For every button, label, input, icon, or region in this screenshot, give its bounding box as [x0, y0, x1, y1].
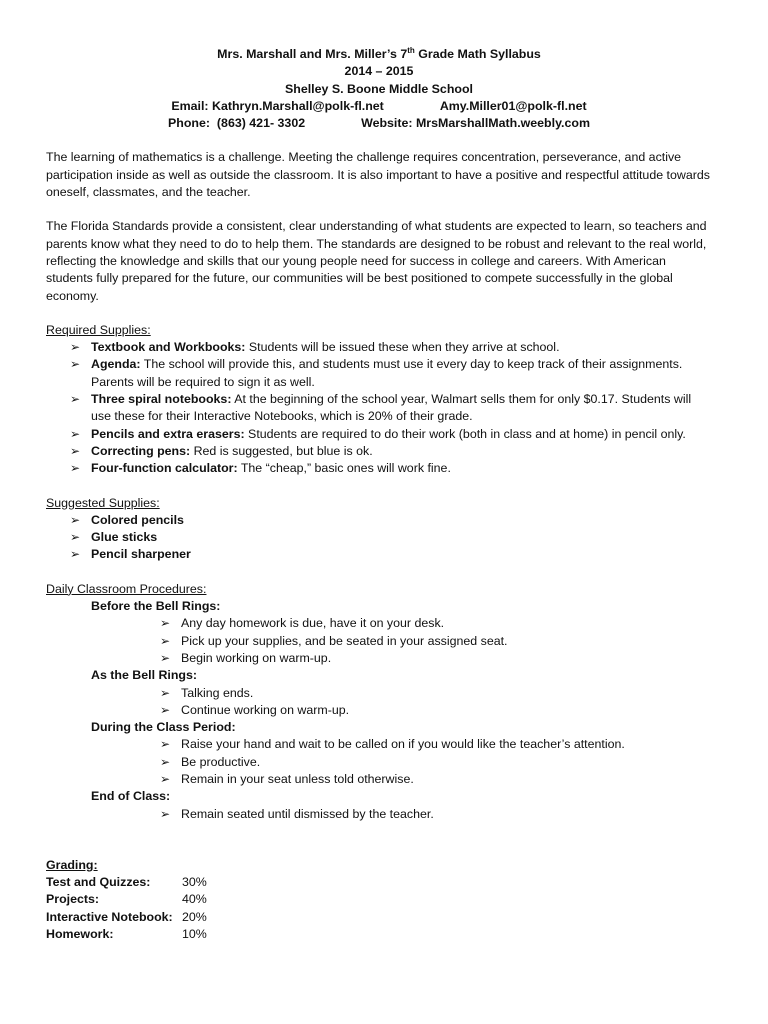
syllabus-title	[46, 46, 712, 63]
arrowhead-bullet-icon: ➢	[160, 754, 171, 769]
end-class-heading: End of Class:	[91, 789, 171, 804]
list-item: ➢ Textbook and Workbooks: Students will be issued these when they arrive at school.	[91, 339, 712, 356]
phone-label: Phone:	[168, 116, 211, 131]
list-item: ➢ Four-function calculator: The “cheap,” basic ones will work fine.	[91, 460, 712, 477]
website-link[interactable]: MrsMarshallMath.weebly.com	[415, 116, 590, 131]
list-item: ➢ Pick up your supplies, and be seated in your assigned seat.	[181, 633, 712, 650]
list-item: ➢ Begin working on warm-up.	[181, 650, 712, 667]
phone-number: (863) 421- 3302	[216, 116, 306, 131]
arrowhead-bullet-icon: ➢	[70, 357, 81, 372]
phone-website-line	[46, 115, 712, 132]
list-item: ➢ Three spiral notebooks: At the beginning of the school year, Walmart sells them for only $0.17. Students will use these for their Interactive Notebooks, which is 20% of their grade.	[70, 392, 692, 424]
as-bell-heading: As the Bell Rings:	[91, 668, 198, 683]
list-item: ➢ Any day homework is due, have it on your desk.	[181, 615, 712, 632]
suggested-supplies-list	[46, 512, 712, 564]
arrowhead-bullet-icon: ➢	[70, 443, 81, 458]
during-class-heading: During the Class Period:	[91, 720, 236, 735]
grading-heading: Grading:	[46, 857, 98, 872]
arrowhead-bullet-icon: ➢	[160, 650, 171, 665]
email-marshall[interactable]: Kathryn.Marshall@polk-fl.net	[212, 98, 384, 113]
table-row: Homework: 10%	[46, 927, 207, 942]
list-item: ➢ Talking ends.	[181, 685, 712, 702]
table-row: Interactive Notebook: 20%	[46, 909, 207, 924]
list-item: ➢ Pencils and extra erasers: Students are required to do their work (both in class and at home) in pencil only.	[91, 426, 712, 443]
before-bell-heading: Before the Bell Rings:	[91, 599, 221, 614]
arrowhead-bullet-icon: ➢	[160, 771, 171, 786]
list-item: ➢ Continue working on warm-up.	[181, 702, 712, 719]
arrowhead-bullet-icon: ➢	[160, 737, 171, 752]
required-supplies-heading: Required Supplies:	[46, 322, 151, 337]
intro-paragraph-2: The Florida Standards provide a consistent, clear understanding of what students are expected to learn, so teachers and parents know what they need to do to help them. The standards are designed to be robust and relevant to the real world, reflecting the knowledge and skills that our young people need for success in college and careers. With American students fully prepared for the future, our communities will be best positioned to compete successfully in the global economy.	[46, 219, 707, 303]
as-bell-list	[46, 685, 712, 720]
procedures-heading: Daily Classroom Procedures:	[46, 581, 207, 596]
arrowhead-bullet-icon: ➢	[160, 616, 171, 631]
arrowhead-bullet-icon: ➢	[160, 806, 171, 821]
before-bell-list	[46, 615, 712, 667]
title-text-end: Grade Math Syllabus	[414, 47, 541, 61]
title-text: Mrs. Marshall and Mrs. Miller’s 7	[217, 47, 408, 61]
list-item: ➢ Colored pencils	[91, 512, 712, 529]
list-item: ➢ Agenda: The school will provide this, and students must use it every day to keep track of their assignments. Parents will be required to sign it as well.	[70, 357, 683, 389]
school-year: 2014 – 2015	[344, 64, 414, 79]
suggested-supplies-heading: Suggested Supplies:	[46, 495, 160, 510]
website-label: Website:	[361, 116, 413, 131]
during-class-list	[46, 736, 712, 788]
arrowhead-bullet-icon: ➢	[70, 340, 81, 355]
list-item: ➢ Correcting pens: Red is suggested, but blue is ok.	[91, 443, 712, 460]
arrowhead-bullet-icon: ➢	[160, 633, 171, 648]
email-miller[interactable]: Amy.Miller01@polk-fl.net	[439, 98, 587, 113]
list-item: ➢ Raise your hand and wait to be called on if you would like the teacher’s attention.	[181, 736, 712, 753]
required-supplies-list	[46, 339, 712, 477]
list-item: ➢ Be productive.	[181, 754, 712, 771]
school-name: Shelley S. Boone Middle School	[285, 81, 473, 96]
end-class-list	[46, 806, 712, 823]
title-superscript: th	[407, 46, 415, 55]
list-item: ➢ Remain in your seat unless told otherwise.	[181, 771, 712, 788]
arrowhead-bullet-icon: ➢	[70, 530, 81, 545]
table-row: Projects: 40%	[46, 892, 207, 907]
arrowhead-bullet-icon: ➢	[70, 392, 81, 407]
grading-table	[46, 874, 207, 943]
arrowhead-bullet-icon: ➢	[160, 685, 171, 700]
email-line	[46, 98, 712, 115]
list-item: ➢ Remain seated until dismissed by the teacher.	[181, 806, 712, 823]
email-label: Email:	[171, 98, 209, 113]
intro-paragraph-1: The learning of mathematics is a challenge. Meeting the challenge requires concentration, perseverance, and active participation inside as well as outside the classroom. It is also important to have a positive and respectful attitude towards oneself, classmates, and the teacher.	[46, 150, 710, 200]
arrowhead-bullet-icon: ➢	[70, 461, 81, 476]
list-item: ➢ Glue sticks	[91, 529, 712, 546]
table-row: Test and Quizzes: 30%	[46, 875, 207, 890]
arrowhead-bullet-icon: ➢	[70, 547, 81, 562]
syllabus-header	[46, 46, 712, 132]
arrowhead-bullet-icon: ➢	[70, 512, 81, 527]
arrowhead-bullet-icon: ➢	[160, 702, 171, 717]
arrowhead-bullet-icon: ➢	[70, 426, 81, 441]
list-item: ➢ Pencil sharpener	[91, 546, 712, 563]
